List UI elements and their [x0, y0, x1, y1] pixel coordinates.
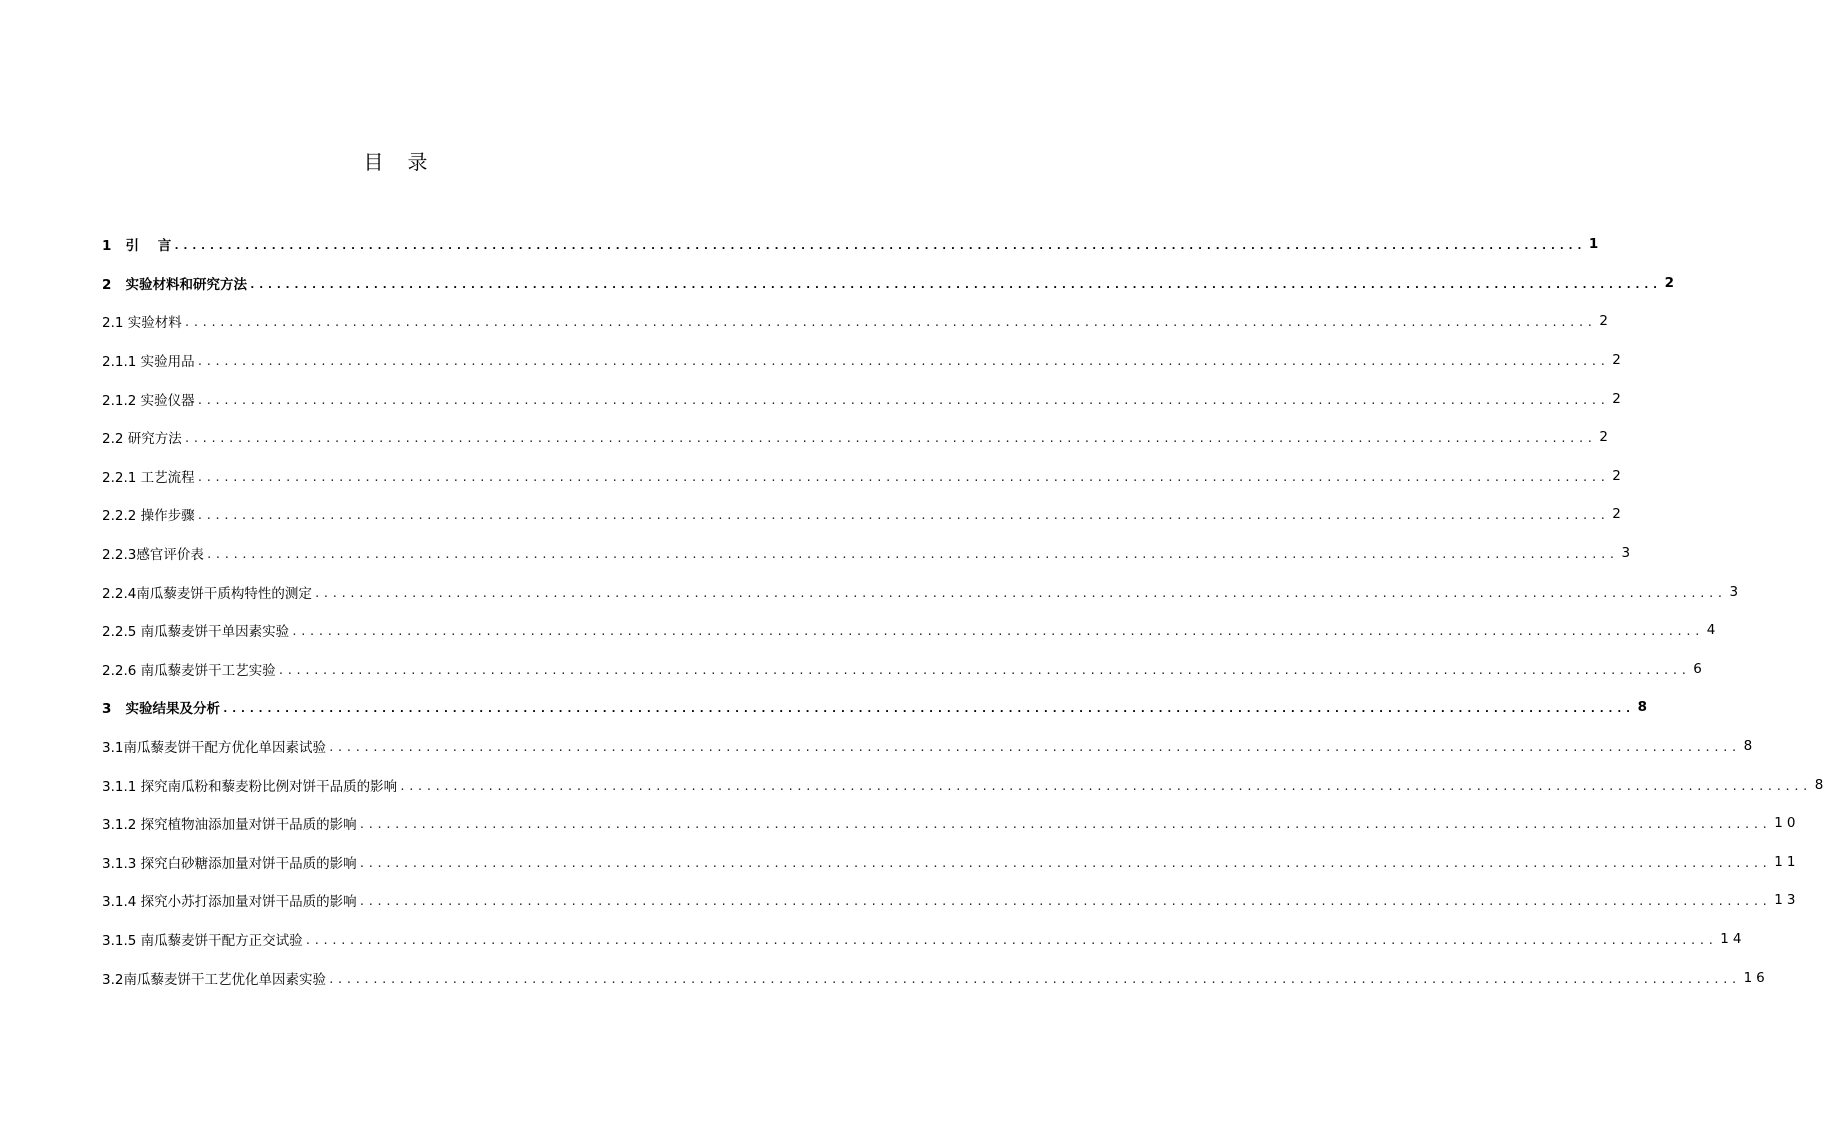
toc-dot-leader: ................................................................................................................................................................	[327, 741, 1740, 755]
toc-dot-leader: ................................................................................................................................................................	[205, 548, 1618, 562]
toc-entry-title: 2.2.2 操作步骤	[102, 508, 195, 525]
toc-entry-title: 2.1.2 实验仪器	[102, 392, 195, 409]
toc-entry-title: 2.2.6 南瓜藜麦饼干工艺实验	[102, 662, 276, 679]
toc-entry[interactable]	[102, 920, 1746, 959]
toc-entry-page-number: 2	[1599, 429, 1612, 446]
toc-entry-title: 2.1.1 实验用品	[102, 354, 195, 371]
toc-entry-title: 3.1.1 探究南瓜粉和藜麦粉比例对饼干品质的影响	[102, 778, 398, 795]
toc-dot-leader: ................................................................................................................................................................	[291, 625, 1703, 639]
toc-dot-leader: ................................................................................................................................................................	[313, 586, 1726, 600]
toc-entry-page-number: 16	[1743, 969, 1769, 986]
toc-dot-leader: ................................................................................................................................................................	[358, 818, 1771, 832]
toc-entry[interactable]	[102, 495, 1625, 534]
toc-entry-page-number: 3	[1729, 583, 1743, 600]
toc-entry[interactable]	[102, 264, 1679, 303]
toc-dot-leader: ................................................................................................................................................................	[173, 239, 1585, 253]
toc-dot-leader: ................................................................................................................................................................	[196, 355, 1609, 369]
toc-entry[interactable]	[102, 843, 1800, 882]
toc-entry-title: 3 实验结果及分析	[102, 701, 220, 718]
toc-entry-page-number: 6	[1693, 660, 1706, 677]
page-title	[0, 146, 793, 175]
toc-entry-title: 1 引 言	[102, 238, 172, 255]
toc-dot-leader: ................................................................................................................................................................	[183, 316, 1596, 330]
toc-entry[interactable]	[102, 727, 1757, 766]
toc-dot-leader: ................................................................................................................................................................	[183, 432, 1596, 446]
toc-entry[interactable]	[102, 688, 1652, 727]
toc-entry-page-number: 2	[1612, 390, 1625, 407]
toc-entry[interactable]	[102, 302, 1612, 341]
toc-entry[interactable]	[102, 804, 1800, 843]
toc-entry-title: 3.1.4 探究小苏打添加量对饼干品质的影响	[102, 894, 357, 911]
toc-entry-page-number: 8	[1814, 776, 1827, 793]
toc-entry-title: 3.1.5 南瓜藜麦饼干配方正交试验	[102, 932, 303, 949]
toc-dot-leader: ................................................................................................................................................................	[277, 663, 1690, 677]
page-title-part1: 目	[363, 150, 386, 174]
toc-entry-title: 3.1.2 探究植物油添加量对饼干品质的影响	[102, 817, 357, 834]
toc-entry-title: 3.1南瓜藜麦饼干配方优化单因素试验	[102, 740, 326, 757]
toc-dot-leader: ................................................................................................................................................................	[399, 779, 1811, 793]
toc-entry-page-number: 11	[1774, 853, 1800, 870]
toc-entry-page-number: 3	[1621, 545, 1635, 562]
toc-entry-title: 3.2南瓜藜麦饼干工艺优化单因素实验	[102, 971, 326, 988]
toc-entry[interactable]	[102, 225, 1603, 264]
toc-dot-leader: ................................................................................................................................................................	[196, 470, 1609, 484]
toc-entry[interactable]	[102, 650, 1706, 689]
toc-entry[interactable]	[102, 379, 1625, 418]
toc-dot-leader: ................................................................................................................................................................	[222, 702, 1634, 716]
toc-entry[interactable]	[102, 534, 1635, 573]
toc-entry-page-number: 8	[1637, 699, 1652, 716]
toc-entry-page-number: 10	[1774, 815, 1800, 832]
toc-dot-leader: ................................................................................................................................................................	[358, 895, 1771, 909]
toc-entry[interactable]	[102, 418, 1612, 457]
toc-entry[interactable]	[102, 958, 1769, 997]
toc-dot-leader: ................................................................................................................................................................	[358, 856, 1771, 870]
toc-entry-page-number: 2	[1612, 467, 1625, 484]
toc-entry[interactable]	[102, 611, 1720, 650]
toc-entry-title: 3.1.3 探究白砂糖添加量对饼干品质的影响	[102, 855, 357, 872]
toc-entry-page-number: 4	[1706, 622, 1720, 639]
toc-entry[interactable]	[102, 881, 1800, 920]
page-title-part2: 录	[407, 150, 430, 174]
toc-entry-page-number: 2	[1664, 274, 1679, 291]
toc-entry-page-number: 8	[1743, 738, 1757, 755]
toc-entry-page-number: 2	[1612, 506, 1625, 523]
toc-entry-page-number: 2	[1599, 313, 1612, 330]
toc-entry[interactable]	[102, 572, 1743, 611]
toc-entry[interactable]	[102, 457, 1625, 496]
toc-entry-title: 2.2.3感官评价表	[102, 547, 204, 564]
toc-entry-title: 2.2.1 工艺流程	[102, 469, 195, 486]
toc-entry-title: 2.2.5 南瓜藜麦饼干单因素实验	[102, 624, 290, 641]
toc-dot-leader: ................................................................................................................................................................	[304, 933, 1717, 947]
toc-entry-page-number: 2	[1612, 352, 1625, 369]
toc-entry[interactable]	[102, 765, 1827, 804]
table-of-contents	[102, 225, 1827, 997]
toc-entry-title: 2.2.4南瓜藜麦饼干质构特性的测定	[102, 585, 312, 602]
toc-entry-page-number: 14	[1720, 930, 1746, 947]
toc-entry[interactable]	[102, 341, 1625, 380]
toc-entry-page-number: 1	[1588, 236, 1603, 253]
toc-entry-title: 2.1 实验材料	[102, 315, 182, 332]
toc-entry-title: 2 实验材料和研究方法	[102, 276, 247, 293]
toc-dot-leader: ................................................................................................................................................................	[327, 972, 1740, 986]
toc-dot-leader: ................................................................................................................................................................	[249, 277, 1661, 291]
toc-entry-title: 2.2 研究方法	[102, 431, 182, 448]
toc-dot-leader: ................................................................................................................................................................	[196, 393, 1609, 407]
toc-dot-leader: ................................................................................................................................................................	[196, 509, 1609, 523]
toc-entry-page-number: 13	[1774, 892, 1800, 909]
